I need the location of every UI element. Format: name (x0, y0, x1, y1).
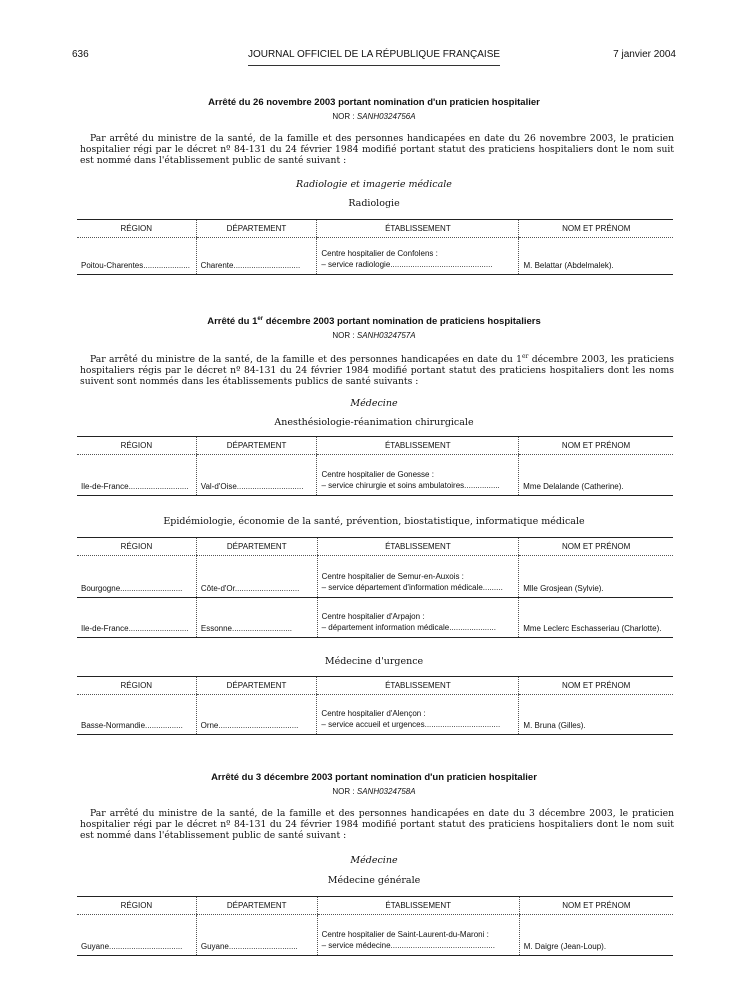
nomination-table-1 (77, 219, 673, 275)
cell-departement: Val-d'Oise.............................. (196, 455, 317, 496)
cell-etablissement: Centre hospitalier de Semur-en-Auxois : – service département d'information médicale......... (317, 556, 519, 598)
col-header-departement: DÉPARTEMENT (196, 677, 317, 695)
cell-region: Ile-de-France........................... (77, 455, 196, 496)
col-header-region: RÉGION (77, 220, 196, 238)
arrete-1-discipline: Radiologie et imagerie médicale (296, 179, 452, 190)
header-rule (248, 65, 500, 66)
table-row (77, 915, 673, 956)
cell-departement: Guyane............................... (196, 915, 317, 956)
cell-etablissement: Centre hospitalier d'Arpajon : – département information médicale..................... (317, 598, 519, 638)
page-number: 636 (72, 49, 89, 60)
cell-region: Poitou-Charentes..................... (77, 238, 196, 275)
arrete-3-nor: NOR : SANH0324758A (332, 787, 416, 796)
issue-date: 7 janvier 2004 (613, 49, 676, 60)
arrete-3-title: Arrêté du 3 décembre 2003 portant nomination d'un praticien hospitalier (211, 772, 537, 783)
cell-departement: Orne.................................... (196, 695, 317, 735)
col-header-nom: NOM ET PRÉNOM (519, 897, 673, 915)
col-header-region: RÉGION (77, 437, 196, 455)
cell-etablissement: Centre hospitalier de Gonesse : – service chirurgie et soins ambulatoires................ (317, 455, 519, 496)
cell-nom: Mme Leclerc Eschasseriau (Charlotte). (519, 598, 673, 638)
col-header-departement: DÉPARTEMENT (196, 220, 317, 238)
arrete-1-nor: NOR : SANH0324756A (332, 112, 416, 121)
cell-region: Ile-de-France........................... (77, 598, 196, 638)
col-header-region: RÉGION (77, 677, 196, 695)
col-header-nom: NOM ET PRÉNOM (519, 677, 673, 695)
col-header-nom: NOM ET PRÉNOM (519, 220, 673, 238)
table-row (77, 556, 673, 598)
nomination-table-5 (77, 896, 673, 956)
col-header-etablissement: ÉTABLISSEMENT (317, 897, 519, 915)
nomination-table-2 (77, 436, 673, 496)
arrete-1-title: Arrêté du 26 novembre 2003 portant nomination d'un praticien hospitalier (208, 97, 540, 108)
col-header-departement: DÉPARTEMENT (196, 538, 317, 556)
col-header-region: RÉGION (77, 897, 196, 915)
cell-nom: M. Daigre (Jean-Loup). (519, 915, 673, 956)
cell-departement: Essonne........................... (196, 598, 317, 638)
arrete-2-discipline: Médecine (350, 398, 398, 409)
arrete-3-specialty: Médecine générale (327, 875, 421, 886)
table-row (77, 695, 673, 735)
table-row (77, 455, 673, 496)
nomination-table-4 (77, 676, 673, 735)
table-row (77, 238, 673, 275)
cell-region: Guyane................................. (77, 915, 196, 956)
col-header-nom: NOM ET PRÉNOM (519, 538, 673, 556)
cell-departement: Côte-d'Or............................. (196, 556, 317, 598)
cell-etablissement: Centre hospitalier de Confolens : – service radiologie.............................................. (317, 238, 519, 275)
arrete-2-paragraph: Par arrêté du ministre de la santé, de la famille et des personnes handicapées en date du 1er décembre 2003, les praticiens hospitaliers régis par le décret nº 84-131 du 24 février 1984 modifié portant statut des praticiens hospitaliers dont les noms suivent sont nommés dans les établissements publics de santé suivants : (80, 353, 674, 388)
page-header (72, 49, 676, 63)
cell-etablissement: Centre hospitalier d'Alençon : – service accueil et urgences.................................. (317, 695, 519, 735)
arrete-2-nor: NOR : SANH0324757A (332, 331, 416, 340)
journal-title: JOURNAL OFFICIEL DE LA RÉPUBLIQUE FRANÇAISE (247, 49, 501, 60)
col-header-etablissement: ÉTABLISSEMENT (317, 437, 519, 455)
col-header-region: RÉGION (77, 538, 196, 556)
col-header-etablissement: ÉTABLISSEMENT (317, 677, 519, 695)
cell-departement: Charente.............................. (196, 238, 317, 275)
cell-etablissement: Centre hospitalier de Saint-Laurent-du-Maroni : – service médecine............................................... (317, 915, 519, 956)
cell-nom: M. Bruna (Gilles). (519, 695, 673, 735)
cell-nom: Mme Delalande (Catherine). (519, 455, 673, 496)
nomination-table-3 (77, 537, 673, 638)
cell-nom: Mlle Grosjean (Sylvie). (519, 556, 673, 598)
col-header-departement: DÉPARTEMENT (196, 897, 317, 915)
arrete-3-paragraph: Par arrêté du ministre de la santé, de la famille et des personnes handicapées en date du 3 décembre 2003, le praticien hospitalier régi par le décret nº 84-131 du 24 février 1984 modifié portant statut des praticiens hospitaliers dont le nom suit est nommé dans l'établissement public de santé suivant : (80, 808, 674, 841)
col-header-nom: NOM ET PRÉNOM (519, 437, 673, 455)
col-header-departement: DÉPARTEMENT (196, 437, 317, 455)
table-row (77, 598, 673, 638)
col-header-etablissement: ÉTABLISSEMENT (317, 538, 519, 556)
arrete-1-specialty: Radiologie (348, 198, 400, 209)
cell-region: Basse-Normandie................. (77, 695, 196, 735)
arrete-1-paragraph: Par arrêté du ministre de la santé, de la famille et des personnes handicapées en date du 26 novembre 2003, le praticien hospitalier régi par le décret nº 84-131 du 24 février 1984 modifié portant statut des praticiens hospitaliers dont le nom suit est nommé dans l'établissement public de santé suivant : (80, 133, 674, 166)
cell-region: Bourgogne............................ (77, 556, 196, 598)
col-header-etablissement: ÉTABLISSEMENT (317, 220, 519, 238)
cell-nom: M. Belattar (Abdelmalek). (519, 238, 673, 275)
arrete-3-discipline: Médecine (350, 855, 398, 866)
specialty-medecine-urgence: Médecine d'urgence (324, 656, 424, 667)
specialty-anesthesiologie: Anesthésiologie-réanimation chirurgicale (274, 417, 474, 428)
specialty-epidemiologie: Epidémiologie, économie de la santé, prévention, biostatistique, informatique médicale (163, 516, 585, 527)
arrete-2-title: Arrêté du 1er décembre 2003 portant nomination de praticiens hospitaliers (207, 316, 541, 328)
